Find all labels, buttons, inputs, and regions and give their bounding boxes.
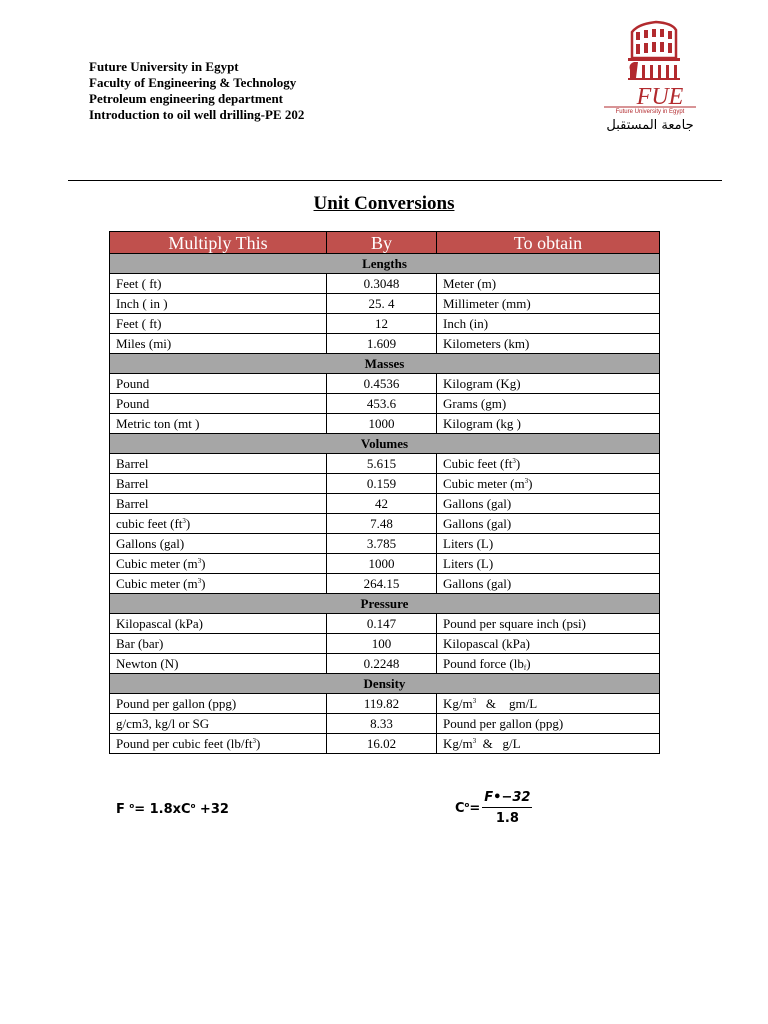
cell-multiply-this: Feet ( ft) (110, 274, 327, 294)
celsius-formula: $C^o=$ $\frac{F•-32}{1.8}$ (455, 790, 531, 826)
cell-multiply-this: Pound (110, 374, 327, 394)
header-line-faculty: Faculty of Engineering & Technology (89, 75, 297, 90)
cell-to-obtain: Pound per gallon (ppg) (437, 714, 660, 734)
section-header: Pressure (110, 594, 660, 614)
cell-multiply-this: Miles (mi) (110, 334, 327, 354)
cell-factor: 0.4536 (327, 374, 437, 394)
unit-conversion-table (109, 231, 660, 754)
section-row (110, 254, 660, 274)
cell-multiply-this: g/cm3, kg/l or SG (110, 714, 327, 734)
cell-multiply-this: Barrel (110, 474, 327, 494)
cell-to-obtain: Inch (in) (437, 314, 660, 334)
cell-multiply-this: Barrel (110, 494, 327, 514)
table-row (110, 634, 660, 654)
cell-factor: 0.159 (327, 474, 437, 494)
table-row (110, 374, 660, 394)
page-title: Unit Conversions (313, 193, 455, 214)
fraction-denominator: 1.8 (495, 811, 519, 826)
cell-factor: 8.33 (327, 714, 437, 734)
logo-wordmark: FUE (636, 84, 684, 110)
cell-to-obtain: Millimeter (mm) (437, 294, 660, 314)
cell-to-obtain: Liters (L) (437, 534, 660, 554)
cell-factor: 25. 4 (327, 294, 437, 314)
cell-factor: 100 (327, 634, 437, 654)
table-row (110, 474, 660, 494)
table-row (110, 514, 660, 534)
cell-factor: 7.48 (327, 514, 437, 534)
header-line-department: Petroleum engineering department (89, 91, 283, 106)
section-row (110, 594, 660, 614)
table-header-row (110, 232, 660, 254)
cell-to-obtain: Kilopascal (kPa) (437, 634, 660, 654)
cell-factor: 5.615 (327, 454, 437, 474)
table-body (110, 254, 660, 754)
cell-factor: 264.15 (327, 574, 437, 594)
section-row (110, 434, 660, 454)
cell-to-obtain: Cubic meter $(m^3)$ (437, 474, 660, 494)
cell-factor: 0.147 (327, 614, 437, 634)
cell-to-obtain: Kilometers (km) (437, 334, 660, 354)
cell-factor: 42 (327, 494, 437, 514)
table-row (110, 414, 660, 434)
table-row (110, 334, 660, 354)
cell-factor: 119.82 (327, 694, 437, 714)
header-line-university: Future University in Egypt (89, 59, 239, 74)
cell-multiply-this: Metric ton (mt ) (110, 414, 327, 434)
cell-multiply-this: Pound per gallon (ppg) (110, 694, 327, 714)
logo-arabic-text: جامعة المستقبل (606, 118, 694, 133)
cell-multiply-this: Gallons (gal) (110, 534, 327, 554)
cell-multiply-this: Cubic meter $(m^3)$ (110, 574, 327, 594)
column-header-obtain: To obtain (437, 232, 660, 254)
celsius-fraction (482, 790, 532, 826)
section-header: Masses (110, 354, 660, 374)
section-row (110, 354, 660, 374)
cell-to-obtain: $Kg/m^3$ & g/L (437, 734, 660, 754)
cell-to-obtain: Liters (L) (437, 554, 660, 574)
cell-to-obtain: Gallons (gal) (437, 514, 660, 534)
cell-to-obtain: Meter (m) (437, 274, 660, 294)
cell-to-obtain: Kilogram (Kg) (437, 374, 660, 394)
cell-factor: 1000 (327, 414, 437, 434)
cell-factor: 453.6 (327, 394, 437, 414)
table-row (110, 714, 660, 734)
cell-factor: 16.02 (327, 734, 437, 754)
cell-multiply-this: cubic feet $(ft^3)$ (110, 514, 327, 534)
cell-multiply-this: Bar (bar) (110, 634, 327, 654)
cell-multiply-this: Cubic meter $(m^3)$ (110, 554, 327, 574)
section-header: Volumes (110, 434, 660, 454)
section-row (110, 674, 660, 694)
cell-multiply-this: Barrel (110, 454, 327, 474)
table-row (110, 574, 660, 594)
table-row (110, 734, 660, 754)
cell-factor: 1000 (327, 554, 437, 574)
cell-factor: 3.785 (327, 534, 437, 554)
table-row (110, 394, 660, 414)
cell-factor: 0.2248 (327, 654, 437, 674)
table-row (110, 454, 660, 474)
cell-to-obtain: $Kg/m^3$ & gm/L (437, 694, 660, 714)
cell-to-obtain: Cubic feet $(ft^3)$ (437, 454, 660, 474)
table-row (110, 554, 660, 574)
cell-multiply-this: Pound (110, 394, 327, 414)
cell-to-obtain: Gallons (gal) (437, 494, 660, 514)
cell-factor: 1.609 (327, 334, 437, 354)
header-line-course: Introduction to oil well drilling-PE 202 (89, 107, 305, 122)
column-header-by: By (327, 232, 437, 254)
cell-factor: 0.3048 (327, 274, 437, 294)
cell-to-obtain: Kilogram (kg ) (437, 414, 660, 434)
cell-factor: 12 (327, 314, 437, 334)
table-row (110, 614, 660, 634)
university-logo (598, 18, 702, 134)
document-header (89, 59, 304, 123)
cell-to-obtain: Pound force $(lb_f)$ (437, 654, 660, 674)
section-header: Density (110, 674, 660, 694)
table-row (110, 534, 660, 554)
logo-caption: Future University in Egypt (615, 109, 685, 115)
section-header: Lengths (110, 254, 660, 274)
cell-multiply-this: Inch ( in ) (110, 294, 327, 314)
fahrenheit-formula: F $^o= 1.8xC^o +32$ (116, 802, 229, 817)
cell-to-obtain: Grams (gm) (437, 394, 660, 414)
table-row (110, 494, 660, 514)
cell-to-obtain: Gallons (gal) (437, 574, 660, 594)
table-row (110, 694, 660, 714)
table-row (110, 294, 660, 314)
cell-multiply-this: Feet ( ft) (110, 314, 327, 334)
cell-multiply-this: Newton (N) (110, 654, 327, 674)
fraction-numerator: F•−32 (482, 790, 532, 808)
table-row (110, 654, 660, 674)
column-header-multiply: Multiply This (110, 232, 327, 254)
header-divider (68, 180, 722, 181)
cell-multiply-this: Kilopascal (kPa) (110, 614, 327, 634)
table-row (110, 274, 660, 294)
cell-multiply-this: Pound per cubic feet $(lb/ft^3)$ (110, 734, 327, 754)
cell-to-obtain: Pound per square inch (psi) (437, 614, 660, 634)
table-row (110, 314, 660, 334)
